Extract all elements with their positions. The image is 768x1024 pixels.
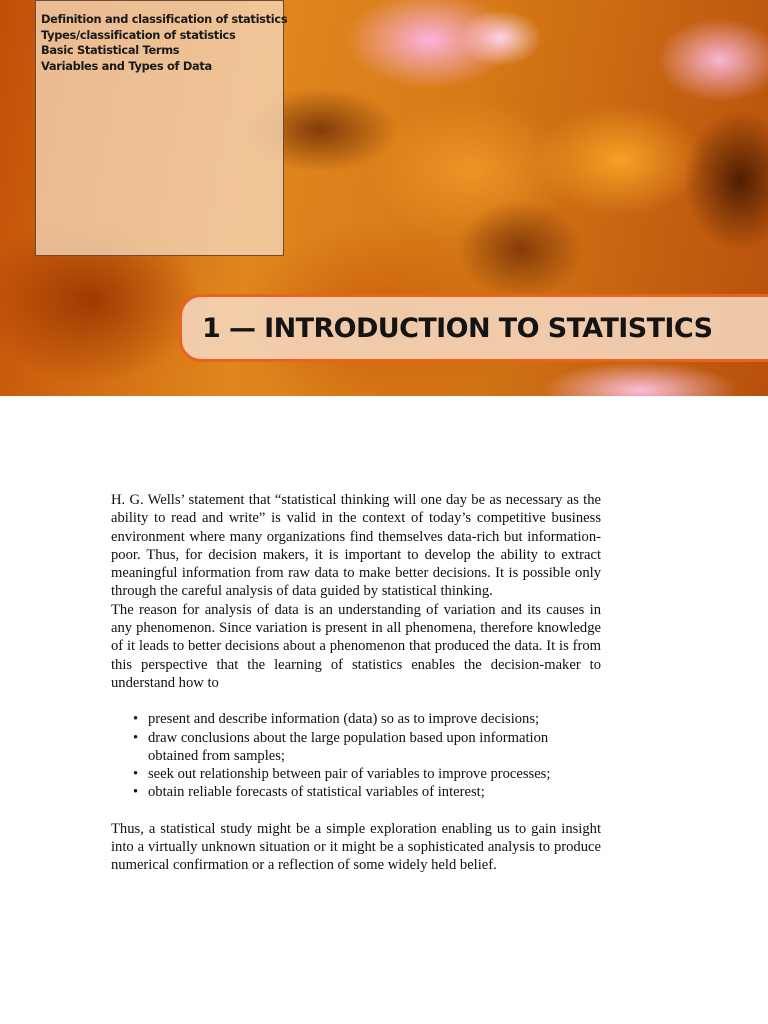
paragraph-conclusion: Thus, a statistical study might be a simple exploration enabling us to gain insight into a virtually unknown situation or it might be a sophisticated analysis to produce numerical confirmation or a reflection of some widely held belief.	[111, 820, 601, 874]
toc-item-types: Types/classification of statistics	[41, 27, 236, 42]
toc-item-definition: Definition and classification of statistics	[41, 12, 288, 26]
list-item-text: present and describe information (data) so as to improve decisions;	[148, 711, 540, 728]
list-item	[133, 710, 601, 728]
chapter-header-banner	[0, 0, 768, 396]
toc-item-basic-terms: Basic Statistical Terms	[41, 43, 180, 57]
bullet-icon: •	[133, 784, 139, 801]
bullet-icon: •	[133, 766, 139, 783]
list-item-text: seek out relationship between pair of variables to improve processes;	[148, 766, 551, 783]
list-item	[133, 783, 601, 801]
chapter-contents-box	[35, 0, 288, 256]
list-item-text: draw conclusions about the large population based upon information obtained from samples;	[148, 729, 549, 764]
chapter-title-pill	[179, 294, 768, 362]
list-item	[133, 729, 601, 766]
chapter-title: 1 — INTRODUCTION TO STATISTICS	[202, 312, 713, 344]
list-item	[133, 765, 601, 783]
list-item-text: obtain reliable forecasts of statistical variables of interest;	[148, 784, 485, 801]
bullet-icon: •	[133, 729, 139, 746]
bullet-icon: •	[133, 711, 139, 728]
paragraph-intro: H. G. Wells’ statement that “statistical thinking will one day be as necessary as the ability to read and write” is valid in the context of today’s competitive business environment where many organizations find themselves data-rich but information-poor. Thus, for decision makers, it is important to develop the ability to extract meaningful information from raw data to make better decisions. It is possible only through the careful analysis of data guided by statistical thinking.	[111, 492, 601, 600]
chapter-body	[111, 491, 601, 875]
bullet-list	[111, 710, 601, 801]
paragraph-variation: The reason for analysis of data is an understanding of variation and its causes in any phenomenon. Since variation is present in all phenomena, therefore knowledge of it leads to better decisions about a phenomenon that produced the data. It is from this perspective that the learning of statistics enables the decision-maker to understand how to	[111, 601, 601, 691]
toc-item-variables: Variables and Types of Data	[41, 58, 212, 73]
